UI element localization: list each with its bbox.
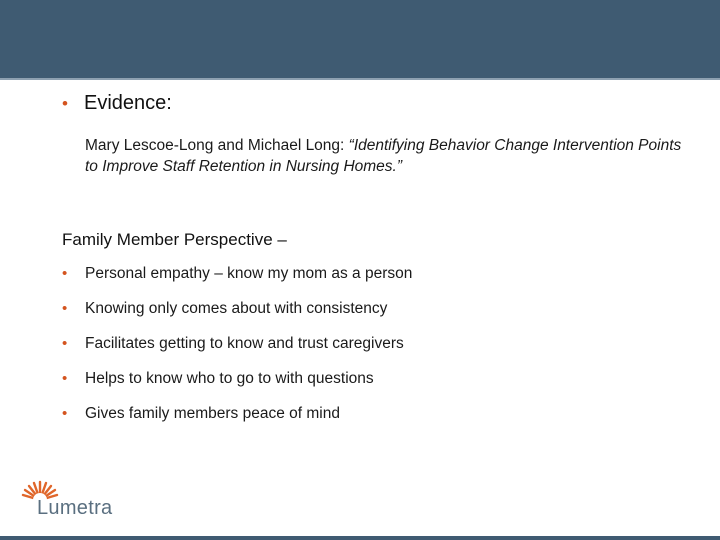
list-item-text: Helps to know who to go to with questions [85,370,374,387]
list-item [62,300,662,335]
evidence-citation [85,135,685,177]
list-item [62,335,662,370]
citation-authors: Mary Lescoe-Long and Michael Long: [85,137,349,154]
list-item [62,405,662,440]
footer-band [0,536,720,540]
logo-wordmark: Lumetra [37,497,113,519]
bullet-icon: • [62,300,68,317]
family-perspective-heading: Family Member Perspective – [62,230,287,249]
family-perspective-list [62,265,662,440]
header-band [0,0,720,78]
list-item-text: Gives family members peace of mind [85,405,340,422]
evidence-heading: Evidence: [84,92,172,114]
list-item [62,370,662,405]
bullet-icon: • [62,370,68,387]
lumetra-logo [10,478,130,524]
list-item-text: Knowing only comes about with consistency [85,300,388,317]
citation-title: “Identifying Behavior Change Intervention Points to Improve Staff Retention in Nursing Homes.” [85,137,682,175]
bullet-icon: • [62,335,68,352]
header-divider [0,78,720,80]
bullet-icon: • [62,265,68,282]
list-item [62,265,662,300]
bullet-icon: • [62,94,68,113]
list-item-text: Personal empathy – know my mom as a person [85,265,413,282]
bullet-icon: • [62,405,68,422]
list-item-text: Facilitates getting to know and trust caregivers [85,335,404,352]
